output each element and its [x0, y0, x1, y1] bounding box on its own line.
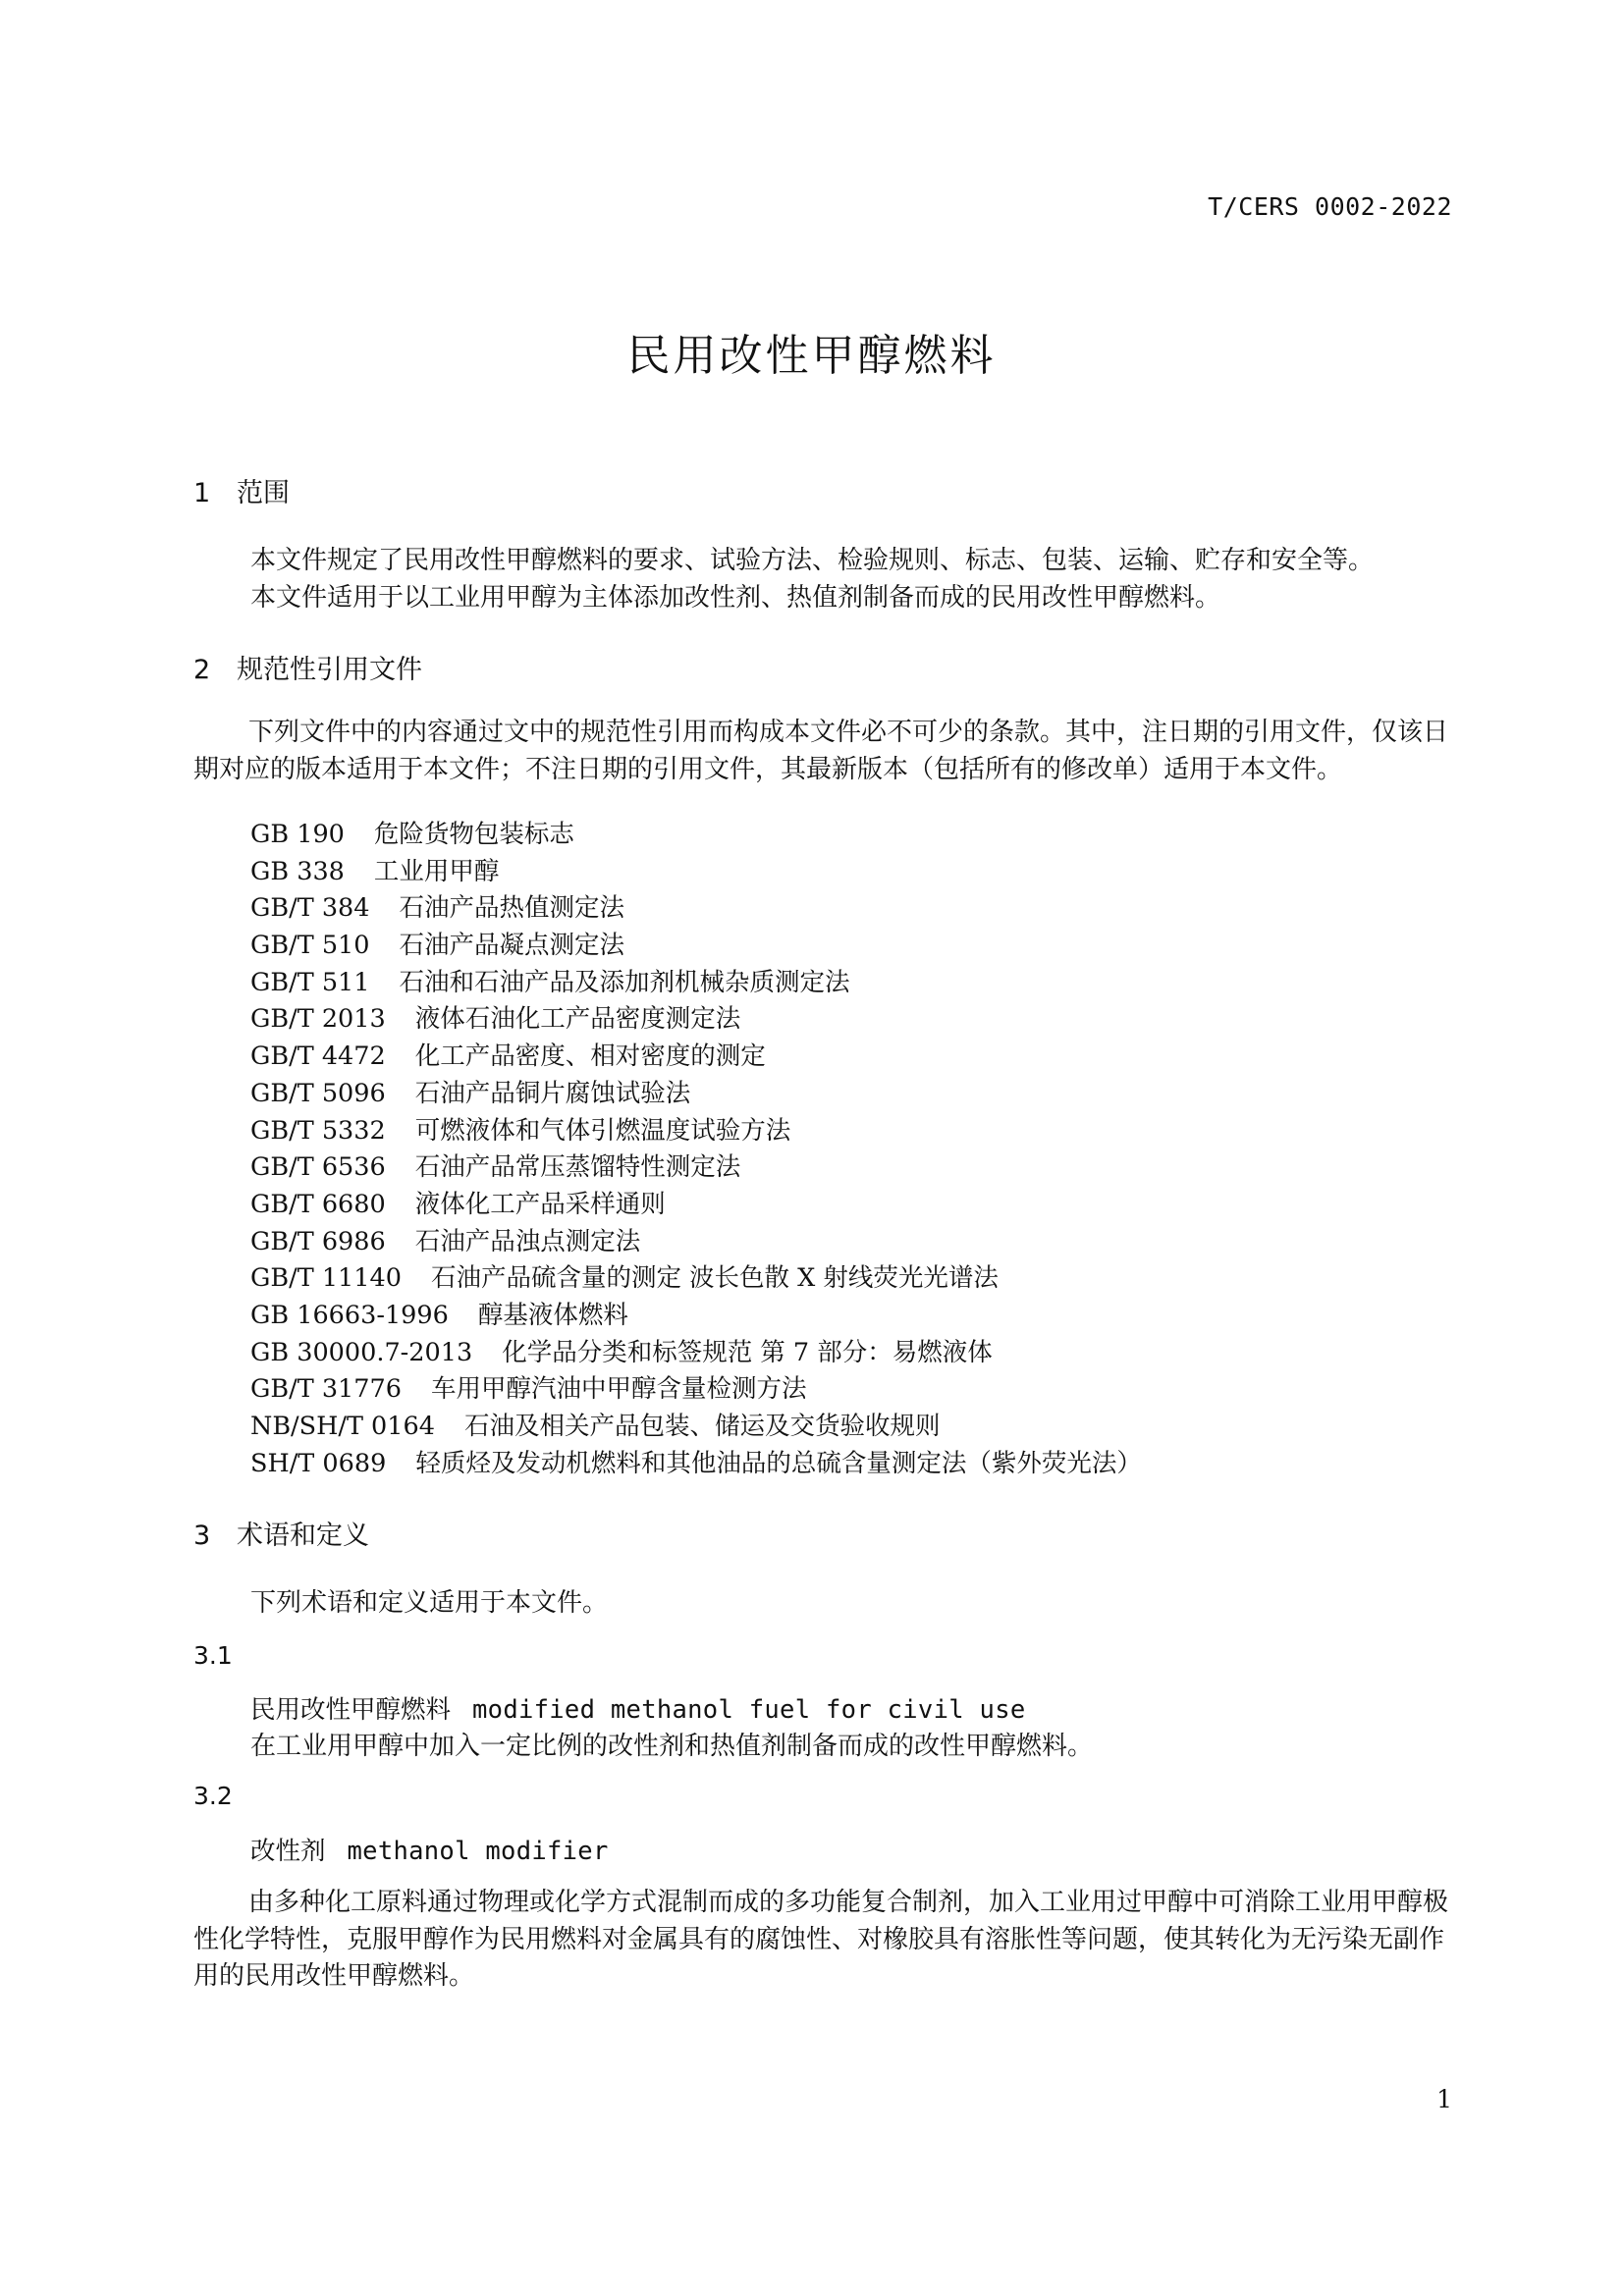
reference-item: GB/T 2013 液体石油化工产品密度测定法 [250, 1004, 741, 1035]
term-en: modified methanol fuel for civil use [472, 1695, 1026, 1725]
reference-item: GB 16663-1996 醇基液体燃料 [250, 1300, 628, 1330]
section-title: 术语和定义 [237, 1521, 369, 1551]
reference-item: GB/T 5096 石油产品铜片腐蚀试验法 [250, 1078, 691, 1108]
scope-paragraph-1: 本文件规定了民用改性甲醇燃料的要求、试验方法、检验规则、标志、包装、运输、贮存和安全等。 [250, 546, 1375, 575]
reference-item: SH/T 0689 轻质烃及发动机燃料和其他油品的总硫含量测定法（紫外荧光法） [250, 1448, 1142, 1478]
clause-number: 3.1 [193, 1641, 233, 1670]
reference-item: GB/T 11140 石油产品硫含量的测定 波长色散 X 射线荧光光谱法 [250, 1263, 999, 1294]
reference-item: GB/T 6680 液体化工产品采样通则 [250, 1189, 666, 1219]
term-entry [250, 1690, 1026, 1726]
section-2-heading [193, 648, 422, 686]
scope-paragraph-2: 本文件适用于以工业用甲醇为主体添加改性剂、热值剂制备而成的民用改性甲醇燃料。 [250, 583, 1221, 613]
reference-item: GB 338 工业用甲醇 [250, 856, 500, 886]
document-title: 民用改性甲醇燃料 [626, 331, 997, 381]
reference-item: GB/T 31776 车用甲醇汽油中甲醇含量检测方法 [250, 1374, 807, 1405]
term-en: methanol modifier [347, 1837, 609, 1866]
section-number: 2 [193, 655, 211, 685]
clause-number: 3.2 [193, 1782, 233, 1810]
reference-item: GB/T 6986 石油产品浊点测定法 [250, 1226, 641, 1256]
reference-item: GB/T 384 石油产品热值测定法 [250, 893, 625, 924]
reference-item: GB/T 510 石油产品凝点测定法 [250, 931, 625, 961]
term-entry [250, 1832, 609, 1867]
section-1-heading [193, 471, 290, 509]
term-definition: 由多种化工原料通过物理或化学方式混制而成的多功能复合制剂，加入工业用过甲醇中可消除工业用甲醇极性化学特性，克服甲醇作为民用燃料对金属具有的腐蚀性、对橡胶具有溶胀性等问题，使其转化为无污染无副作用的民用改性甲醇燃料。 [193, 1888, 1449, 1991]
reference-item: GB 30000.7-2013 化学品分类和标签规范 第 7 部分：易燃液体 [250, 1337, 993, 1367]
section-title: 范围 [237, 478, 290, 508]
section-3-heading [193, 1514, 369, 1552]
term-zh: 改性剂 [250, 1837, 326, 1866]
references-intro: 下列文件中的内容通过文中的规范性引用而构成本文件必不可少的条款。其中，注日期的引用文件，仅该日期对应的版本适用于本文件；不注日期的引用文件，其最新版本（包括所有的修改单）适用于本文件。 [193, 718, 1449, 784]
reference-item: NB/SH/T 0164 石油及相关产品包装、储运及交货验收规则 [250, 1412, 941, 1441]
term-zh: 民用改性甲醇燃料 [250, 1695, 452, 1725]
section-number: 3 [193, 1521, 211, 1551]
reference-item: GB/T 511 石油和石油产品及添加剂机械杂质测定法 [250, 967, 850, 997]
reference-item: GB/T 5332 可燃液体和气体引燃温度试验方法 [250, 1115, 791, 1146]
reference-item: GB/T 6536 石油产品常压蒸馏特性测定法 [250, 1152, 741, 1183]
standard-number: T/CERS 0002-2022 [1208, 192, 1452, 221]
reference-item: GB 190 危险货物包装标志 [250, 820, 574, 849]
reference-list [250, 815, 1142, 1480]
term-definition: 在工业用甲醇中加入一定比例的改性剂和热值剂制备而成的改性甲醇燃料。 [250, 1732, 1094, 1761]
reference-item: GB/T 4472 化工产品密度、相对密度的测定 [250, 1041, 766, 1072]
section-number: 1 [193, 478, 211, 508]
section-title: 规范性引用文件 [237, 655, 422, 685]
page-number: 1 [1436, 2085, 1452, 2113]
terms-intro: 下列术语和定义适用于本文件。 [250, 1588, 609, 1618]
